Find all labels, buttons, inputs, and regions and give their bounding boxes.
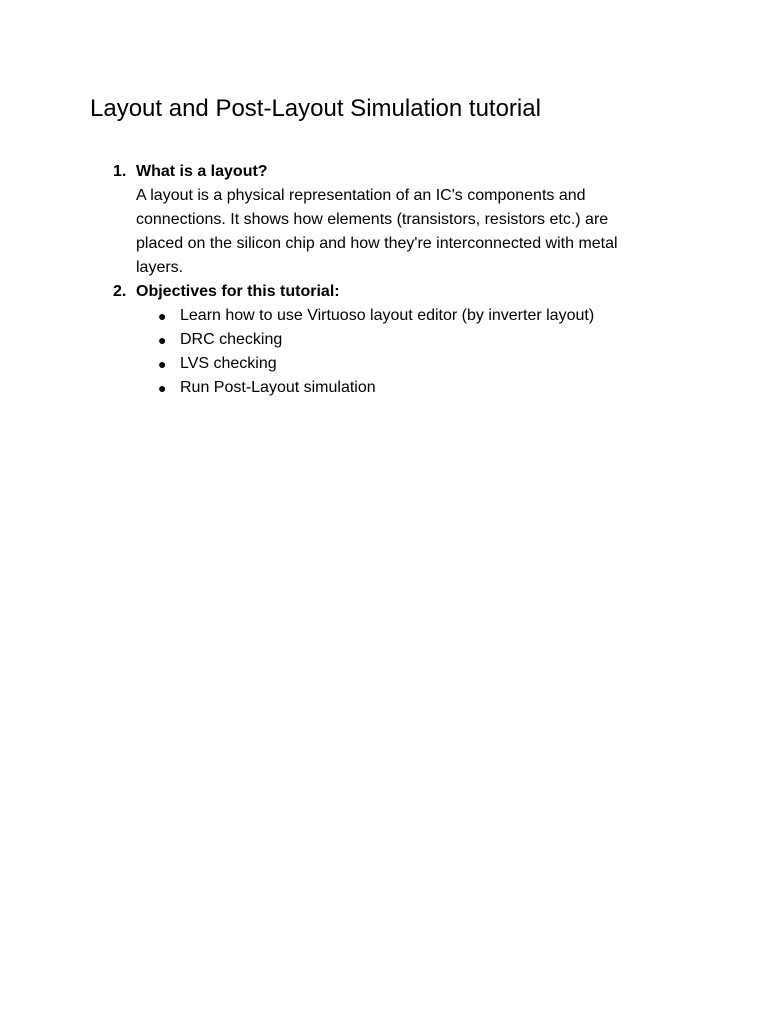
section-paragraph [136, 184, 676, 280]
list-item [0, 376, 768, 400]
objectives-list [0, 304, 768, 400]
list-item-text: Run Post-Layout simulation [180, 379, 376, 396]
bullet-icon: ● [158, 356, 167, 372]
paragraph-line: A layout is a physical representation of an IC's components and [136, 187, 586, 204]
list-item [0, 304, 768, 328]
bullet-icon: ● [158, 308, 167, 324]
list-item [0, 328, 768, 352]
section-heading: Objectives for this tutorial: [136, 283, 340, 300]
paragraph-line: connections. It shows how elements (transistors, resistors etc.) are [136, 211, 609, 228]
bullet-icon: ● [158, 332, 167, 348]
document-title: Layout and Post-Layout Simulation tutorial [90, 95, 541, 122]
section-heading: What is a layout? [136, 163, 268, 180]
section-number: 2. [113, 283, 127, 300]
paragraph-line: layers. [136, 259, 184, 276]
list-item [0, 352, 768, 376]
list-item-text: DRC checking [180, 331, 283, 348]
list-item-text: LVS checking [180, 355, 277, 372]
list-item-text: Learn how to use Virtuoso layout editor (by inverter layout) [180, 307, 595, 324]
section-number: 1. [113, 163, 127, 180]
paragraph-line: placed on the silicon chip and how they're interconnected with metal [136, 235, 618, 252]
bullet-icon: ● [158, 380, 167, 396]
